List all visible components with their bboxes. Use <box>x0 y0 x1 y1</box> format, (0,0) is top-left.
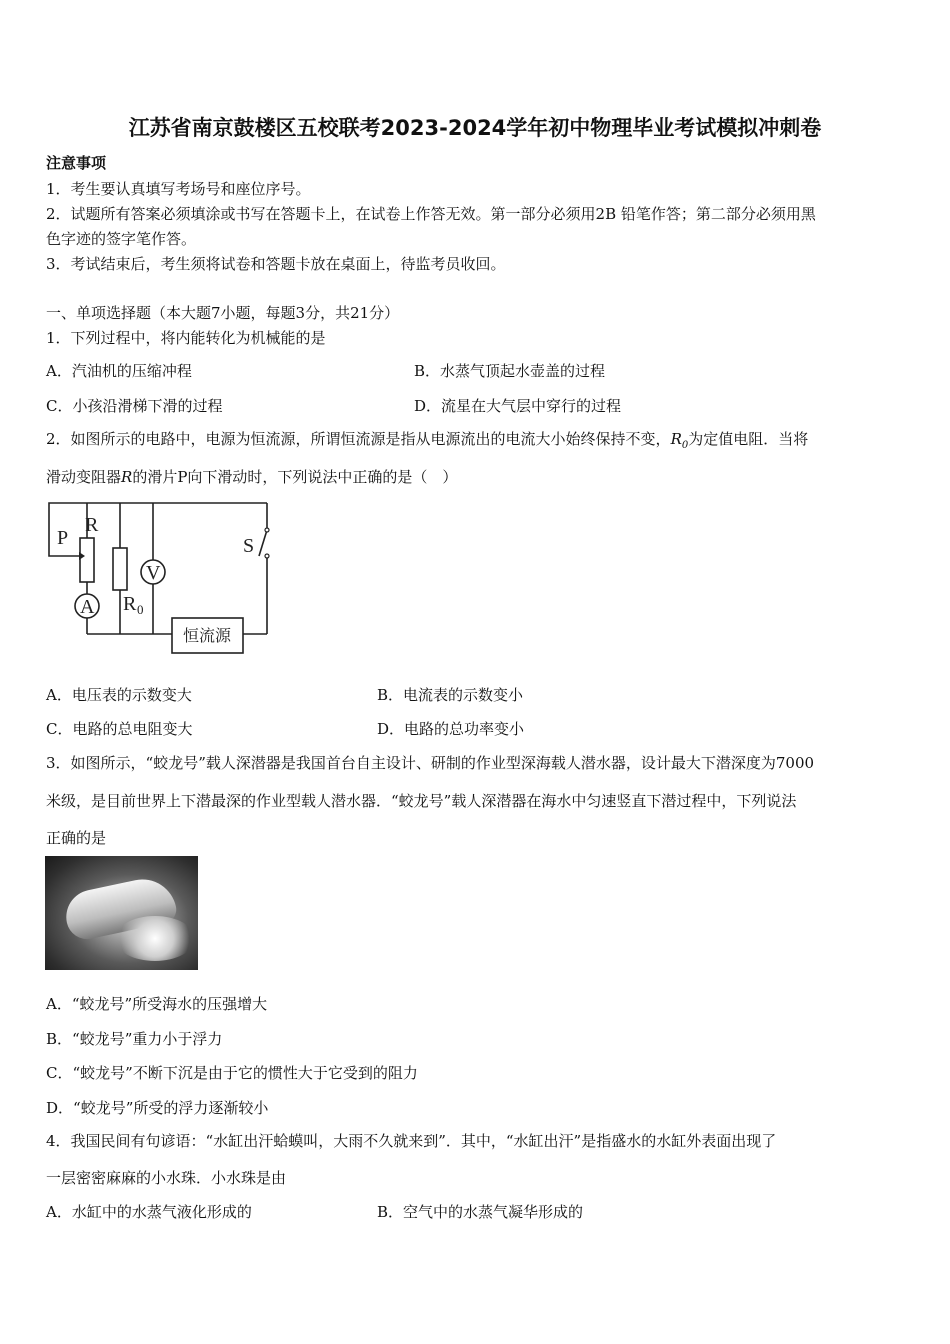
q1-option-d: D．流星在大气层中穿行的过程 <box>414 397 622 415</box>
q3-option-c: C．“蛟龙号”不断下沉是由于它的惯性大于它受到的阻力 <box>46 1064 418 1082</box>
resistor-r0 <box>113 548 127 590</box>
water-splash <box>115 916 195 961</box>
q2-stem-line2 <box>46 466 457 487</box>
section-heading: 一、单项选择题（本大题7小题，每题3分，共21分） <box>46 304 400 322</box>
notice-item-2-cont: 色字迹的签字笔作答。 <box>46 230 197 248</box>
page-title: 江苏省南京鼓楼区五校联考2023-2024学年初中物理毕业考试模拟冲刺卷 <box>128 116 822 140</box>
q4-stem-line2: 一层密密麻麻的小水珠．小水珠是由 <box>46 1169 287 1187</box>
q2-option-c: C．电路的总电阻变大 <box>46 720 193 738</box>
submersible-photo <box>45 856 198 970</box>
q3-stem-line1: 3．如图所示，“蛟龙号”载人深潜器是我国首台自主设计、研制的作业型深海载人潜水器，设计最大下潜深度为7000 <box>46 754 815 772</box>
q1-option-c: C．小孩沿滑梯下滑的过程 <box>46 397 223 415</box>
notice-item-2: 2．试题所有答案必须填涂或书写在答题卡上，在试卷上作答无效。第一部分必须用2B 铅笔作答；第二部分必须用黑 <box>46 205 816 223</box>
q1-stem: 1．下列过程中，将内能转化为机械能的是 <box>46 329 326 347</box>
q3-option-d: D．“蛟龙号”所受的浮力逐渐较小 <box>46 1099 269 1117</box>
q3-stem-line3: 正确的是 <box>46 829 107 847</box>
label-p: P <box>57 527 69 549</box>
q2-option-b: B．电流表的示数变小 <box>377 686 524 704</box>
q4-option-a: A．水缸中的水蒸气液化形成的 <box>46 1203 252 1221</box>
circuit-diagram <box>45 500 285 660</box>
q2-r0-subscript: 0 <box>681 440 689 451</box>
label-r0: R <box>123 593 137 615</box>
q2-stem-line1 <box>46 428 808 451</box>
q2-r-symbol: R <box>121 468 133 486</box>
q4-stem-line1: 4．我国民间有句谚语：“水缸出汗蛤蟆叫，大雨不久就来到”．其中，“水缸出汗”是指盛水的水缸外表面出现了 <box>46 1132 777 1150</box>
label-s: S <box>243 535 255 557</box>
q2-stem-part2: 为定值电阻．当将 <box>688 430 809 448</box>
label-source: 恒流源 <box>182 626 232 645</box>
switch-s <box>259 530 267 556</box>
q2-option-d: D．电路的总功率变小 <box>377 720 525 738</box>
q4-option-b: B．空气中的水蒸气凝华形成的 <box>377 1203 584 1221</box>
q2-r0-symbol: R <box>670 430 682 448</box>
q3-option-b: B．“蛟龙号”重力小于浮力 <box>46 1030 223 1048</box>
q2-stem-part4: 的滑片P向下滑动时，下列说法中正确的是（ ） <box>132 468 458 486</box>
rheostat-r <box>80 538 94 582</box>
q1-option-b: B．水蒸气顶起水壶盖的过程 <box>414 362 606 380</box>
label-v: V <box>146 562 161 584</box>
q3-option-a: A．“蛟龙号”所受海水的压强增大 <box>46 995 268 1013</box>
notice-item-1: 1．考生要认真填写考场号和座位序号。 <box>46 180 311 198</box>
q2-stem-part3: 滑动变阻器 <box>46 468 122 486</box>
notice-item-3: 3．考试结束后，考生须将试卷和答题卡放在桌面上，待监考员收回。 <box>46 255 506 273</box>
q3-stem-line2: 米级，是目前世界上下潜最深的作业型载人潜水器．“蛟龙号”载人深潜器在海水中匀速竖直下潜过程中，下列说法 <box>46 792 797 810</box>
notice-heading: 注意事项 <box>46 154 107 172</box>
q2-option-a: A．电压表的示数变大 <box>46 686 192 704</box>
slider-arrow <box>79 552 85 560</box>
label-a: A <box>80 596 95 618</box>
label-r0-subscript: 0 <box>137 602 144 617</box>
label-r: R <box>85 514 99 536</box>
q1-option-a: A．汽油机的压缩冲程 <box>46 362 192 380</box>
q2-stem-part1: 2．如图所示的电路中，电源为恒流源，所谓恒流源是指从电源流出的电流大小始终保持不变， <box>46 430 671 448</box>
